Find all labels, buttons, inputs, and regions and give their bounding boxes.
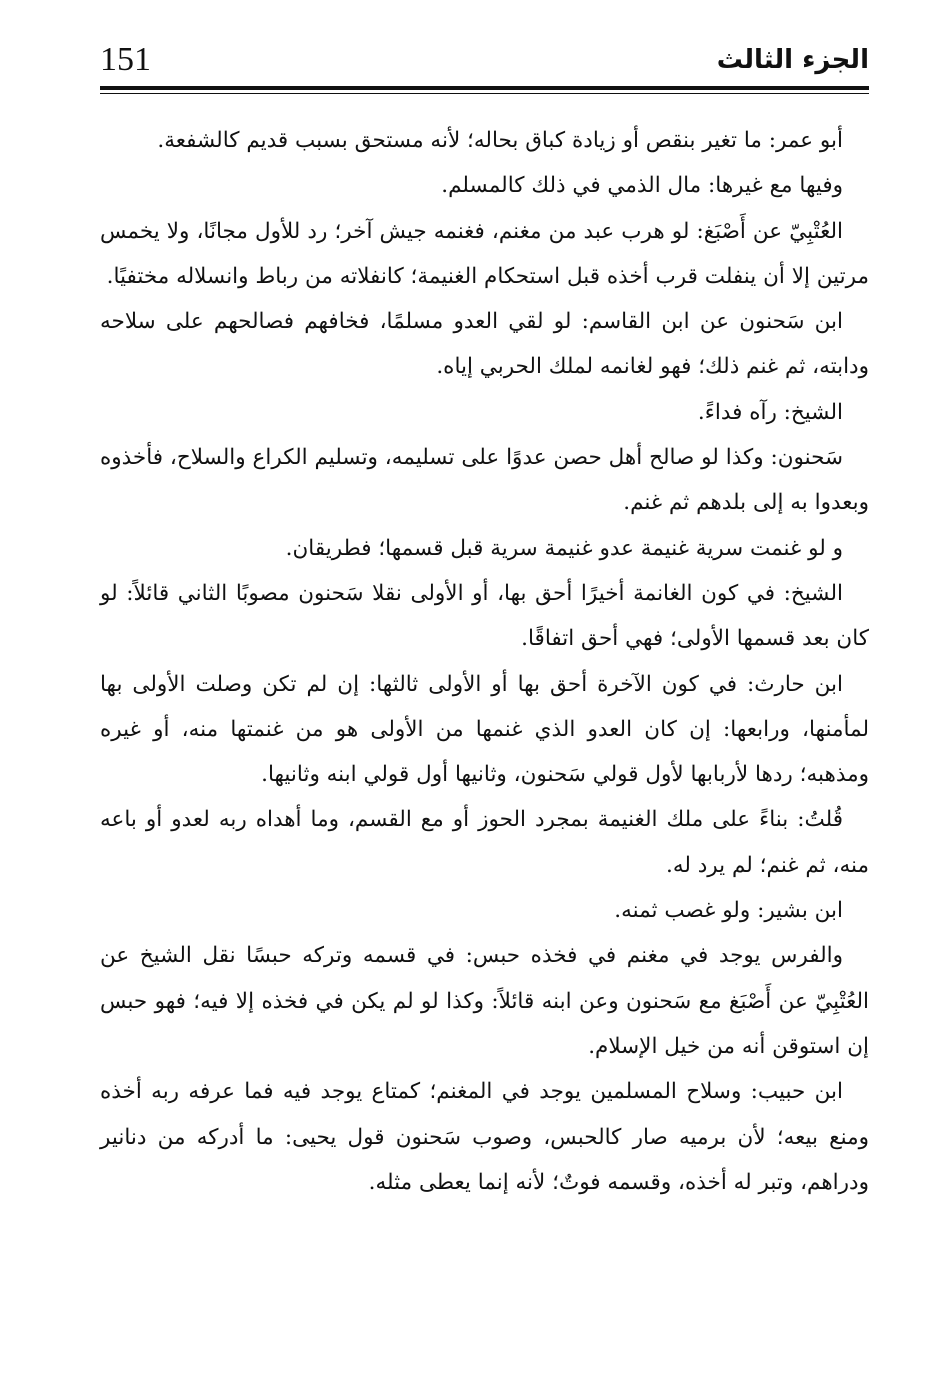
header-rule-thin <box>100 93 869 94</box>
page-number: 151 <box>100 41 151 78</box>
paragraph: الشيخ: في كون الغانمة أخيرًا أحق بها، أو الأولى نقلا سَحنون مصوبًا الثاني قائلاً: لو كان بعد قسمها الأولى؛ فهي أحق اتفاقًا. <box>100 580 869 652</box>
paragraph: العُتْبِيّ عن أَصْبَغ: لو هرب عبد من مغنم، فغنمه جيش آخر؛ رد للأول مجانًا، ولا يخمس مرتين إلا أن ينفلت قرب أخذه قبل استحكام الغنيمة؛ كانفلاته من رباط وانسلاله مختفيًا. <box>100 218 869 289</box>
paragraph: وفيها مع غيرها: مال الذمي في ذلك كالمسلم. <box>441 173 843 199</box>
page-header <box>100 36 869 84</box>
paragraph: الشيخ: رآه فداءً. <box>697 399 843 425</box>
paragraph: ابن حارث: في كون الآخرة أحق بها أو الأولى ثالثها: إن لم تكن وصلت الأولى بها لمأمنها، ورابعها: إن كان العدو الذي غنمها من الأولى هو من غنمتها منه، أو غيره ومذهبه؛ ردها لأربابها لأول قولي سَحنون، وثانيها أول قولي ابنه وثانيها. <box>100 671 869 788</box>
paragraph: قُلتُ: بناءً على ملك الغنيمة بمجرد الحوز أو مع القسم، وما أهداه ربه لعدو أو باعه منه، ثم غنم؛ لم يرد له. <box>100 807 869 878</box>
paragraph: سَحنون: وكذا لو صالح أهل حصن عدوًا على تسليمه، وتسليم الكراع والسلاح، فأخذوه وبعدوا به إلى بلدهم ثم غنم. <box>100 445 869 516</box>
paragraph: ابن بشير: ولو غصب ثمنه. <box>614 898 843 924</box>
paragraph: ابن حبيب: وسلاح المسلمين يوجد في المغنم؛ كمتاع يوجد فيه فما عرفه ربه أخذه ومنع بيعه؛ لأن برميه صار كالحبس، وصوب سَحنون قول يحيى: ما أدركه من دنانير ودراهم، وتبر له أخذه، وقسمه فوتٌ؛ لأنه إنما يعطى مثله. <box>100 1079 869 1195</box>
paragraph: والفرس يوجد في مغنم في فخذه حبس: في قسمه وتركه حبسًا نقل الشيخ عن العُتْبِيّ عن أَصْبَغ مع سَحنون وعن ابنه قائلاً: وكذا لو لم يكن في فخذه إلا فيه؛ فهو حبس إن استوقن أنه من خيل الإسلام. <box>100 943 869 1059</box>
header-rule-thick <box>100 86 869 90</box>
running-title: الجزء الثالث <box>716 45 869 75</box>
paragraph: أبو عمر: ما تغير بنقص أو زيادة كباق بحاله؛ لأنه مستحق بسبب قديم كالشفعة. <box>157 128 843 153</box>
paragraph: ابن سَحنون عن ابن القاسم: لو لقي العدو مسلمًا، فخافهم فصالحهم على سلاحه ودابته، ثم غنم ذلك؛ فهو لغانمه لملك الحربي إياه. <box>100 309 869 380</box>
page-body <box>100 118 869 1205</box>
paragraph: و لو غنمت سرية غنيمة عدو غنيمة سرية قبل قسمها؛ فطريقان. <box>285 535 843 561</box>
